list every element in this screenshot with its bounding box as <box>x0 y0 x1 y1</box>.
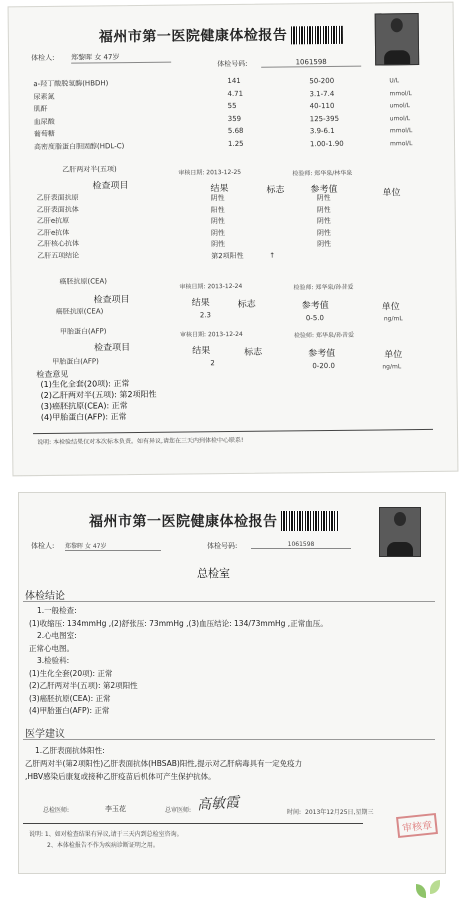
biochem-row-value: 55 <box>227 101 237 111</box>
conclusion-line: (3)癌胚抗原(CEA): 正常 <box>29 693 111 703</box>
biochem-row-value: 141 <box>227 76 241 86</box>
audit-signature: 高敏霞 <box>196 794 240 814</box>
biochem-row-range: 3.9-6.1 <box>309 126 335 136</box>
hep-row-result: 阴性 <box>210 228 225 237</box>
patient-photo <box>375 13 420 65</box>
hep-header-ref: 参考值 <box>310 184 338 196</box>
biochem-row-unit: mmol/L <box>389 139 413 147</box>
leaf-logo-icon <box>416 884 426 898</box>
cea-section-label: 癌胚抗原(CEA) <box>59 277 108 286</box>
opinion-line: (3)癌胚抗原(CEA): 正常 <box>40 401 128 412</box>
doctor-name: 李玉花 <box>105 805 126 813</box>
patient-value: 郑黎晖 女 47岁 <box>71 52 171 64</box>
hep-row-ref: 阴性 <box>316 228 331 237</box>
opinion-line: (4)甲胎蛋白(AFP): 正常 <box>40 412 127 423</box>
barcode <box>281 511 339 531</box>
cea-header-flag: 标志 <box>237 299 256 310</box>
hep-row-ref: 阴性 <box>316 205 331 214</box>
time-label: 时间: <box>287 809 302 816</box>
report-page-2 <box>18 492 446 874</box>
opinion-line: (2)乙肝两对半(五项): 第2项阳性 <box>40 389 157 401</box>
hep-row-name: 乙肝e抗体 <box>36 228 70 237</box>
leaf-logo-icon <box>430 880 440 894</box>
conclusion-line: (1)生化全套(20项): 正常 <box>29 668 113 678</box>
biochem-row-value: 1.25 <box>227 139 244 148</box>
hep-row-ref: 阴性 <box>316 216 331 226</box>
hep-row-result: 第2项阳性 <box>211 251 244 260</box>
afp-header-item: 检查项目 <box>94 343 131 354</box>
biochem-row-name: 尿素氮 <box>33 92 55 101</box>
patient-label: 体检人: <box>31 542 55 550</box>
hep-row-flag: ↑ <box>269 251 276 260</box>
time-value: 2013年12月25日,星期三 <box>305 809 374 816</box>
opinion-line: (1)生化全套(20项): 正常 <box>40 379 130 390</box>
conclusion-line: 正常心电图。 <box>29 643 74 653</box>
biochem-row-value: 359 <box>227 114 242 123</box>
hep-header-flag: 标志 <box>266 185 285 196</box>
hep-row-name: 乙肝表面抗体 <box>36 205 79 214</box>
afp-reviewer: 检验师: 郑华泉/孙昔爱 <box>293 331 355 340</box>
cea-row-unit: ng/mL <box>383 315 403 323</box>
barcode <box>291 26 343 45</box>
hep-row-ref: 阴性 <box>316 193 331 203</box>
hep-row-name: 乙肝核心抗体 <box>37 239 80 249</box>
exam-no-label: 体检号码: <box>207 542 238 550</box>
afp-row-result: 2 <box>210 359 215 368</box>
hep-audit-date: 审核日期: 2013-12-25 <box>178 168 242 177</box>
biochem-row-name: 肌酐 <box>33 104 48 114</box>
conclusion-line: 1.一般检查: <box>37 606 77 615</box>
audit-doctor-label: 总审医师: <box>165 807 192 814</box>
biochem-row-unit: U/L <box>389 77 400 85</box>
hep-row-ref: 阴性 <box>317 239 332 249</box>
afp-row-name: 甲胎蛋白(AFP) <box>52 357 99 366</box>
cea-row-name: 癌胚抗原(CEA) <box>55 307 104 316</box>
hep-row-result: 阳性 <box>210 205 225 214</box>
hep-row-result: 阴性 <box>210 217 225 226</box>
afp-header-unit: 单位 <box>384 350 403 361</box>
hep-row-result: 阴性 <box>210 194 225 203</box>
conclusion-title: 体检结论 <box>25 591 65 602</box>
afp-row-unit: ng/mL <box>382 363 402 371</box>
afp-header-flag: 标志 <box>244 347 263 358</box>
page2-note: 2、本体检报告不作为疾病诊断证明之用。 <box>47 842 159 849</box>
biochem-row-range: 125-395 <box>309 114 340 123</box>
biochem-row-name: a-羟丁酸脱氢酶(HBDH) <box>33 79 109 89</box>
afp-audit-date: 审核日期: 2013-12-24 <box>179 330 243 339</box>
conclusion-line: (4)甲胎蛋白(AFP): 正常 <box>29 706 110 715</box>
cea-header-ref: 参考值 <box>301 301 329 312</box>
biochem-row-unit: mmol/L <box>389 89 412 97</box>
hep-section-label: 乙肝两对半(五项) <box>62 165 117 174</box>
patient-photo <box>379 507 421 557</box>
biochem-row-value: 5.68 <box>227 126 244 136</box>
conclusion-line: (1)收缩压: 134mmHg ,(2)舒张压: 73mmHg ,(3)血压结论: 134/73mmHg ,正常血压。 <box>29 618 328 628</box>
biochem-row-value: 4.71 <box>227 89 244 98</box>
page2-note: 说明: 1、如对检查结果有异议,请于三天内到总检室咨询。 <box>29 831 183 838</box>
hep-row-result: 阴性 <box>211 240 226 249</box>
report-page-1 <box>8 2 459 477</box>
cea-header-item: 检查项目 <box>93 295 130 306</box>
hep-reviewer: 检验师: 郑华泉/林华泉 <box>292 169 353 178</box>
report-title: 福州市第一医院健康体检报告 <box>89 514 278 530</box>
biochem-row-range: 3.1-7.4 <box>309 89 335 98</box>
patient-label: 体检人: <box>31 53 55 63</box>
hep-header-result: 结果 <box>210 184 229 195</box>
conclusion-line: 3.检验科: <box>37 656 70 665</box>
exam-no-value: 1061598 <box>251 541 351 549</box>
hep-header-unit: 单位 <box>382 188 401 199</box>
advice-line: ,HBV感染后康复或接种乙肝疫苗后机体可产生保护抗体。 <box>25 772 216 781</box>
cea-header-result: 结果 <box>191 298 210 309</box>
exam-no-label: 体检号码: <box>217 59 248 69</box>
doctor-label: 总检医师: <box>43 807 70 814</box>
cea-header-unit: 单位 <box>381 302 400 313</box>
afp-header-ref: 参考值 <box>308 348 336 360</box>
opinion-title: 检查意见 <box>36 369 69 380</box>
advice-line: 1.乙肝表面抗体阳性: <box>35 746 105 755</box>
hep-row-name: 乙肝五项结论 <box>37 251 80 260</box>
cea-row-ref: 0-5.0 <box>305 314 324 323</box>
hep-row-name: 乙肝e抗原 <box>36 216 70 226</box>
afp-section-label: 甲胎蛋白(AFP) <box>59 327 107 336</box>
office-title: 总检室 <box>197 567 230 580</box>
patient-value: 郑黎晖 女 47岁 <box>65 541 161 551</box>
page1-footer-note: 说明: 本检验结果仅对本次标本负责。如有异议,请您在三天内到体检中心联系! <box>37 436 244 447</box>
cea-audit-date: 审核日期: 2013-12-24 <box>179 282 243 291</box>
advice-title: 医学建议 <box>25 729 65 740</box>
biochem-row-range: 40-110 <box>309 101 335 111</box>
biochem-row-unit: mmol/L <box>389 127 413 135</box>
hep-row-name: 乙肝表面抗原 <box>36 193 79 203</box>
afp-row-ref: 0-20.0 <box>312 361 335 371</box>
conclusion-line: 2.心电图室: <box>37 631 77 640</box>
biochem-row-name: 血尿酸 <box>33 117 55 126</box>
exam-no-value: 1061598 <box>261 58 361 68</box>
biochem-row-range: 50-200 <box>309 76 335 86</box>
audit-stamp: 审核章 <box>396 813 438 838</box>
conclusion-line: (2)乙肝两对半(五项): 第2项阳性 <box>29 681 138 690</box>
report-title: 福州市第一医院健康体检报告 <box>98 27 288 46</box>
advice-line: 乙肝两对半(第2项阳性)乙肝表面抗体(HBSAB)阳性,提示对乙肝病毒具有一定免疫力 <box>25 759 303 768</box>
afp-header-result: 结果 <box>192 346 211 357</box>
biochem-row-range: 1.00-1.90 <box>309 139 344 148</box>
cea-row-result: 2.3 <box>199 311 211 320</box>
biochem-row-name: 葡萄糖 <box>33 129 55 139</box>
biochem-row-unit: umol/L <box>389 114 411 122</box>
biochem-row-name: 高密度脂蛋白胆固醇(HDL-C) <box>33 141 125 151</box>
hep-header-item: 检查项目 <box>92 181 129 192</box>
biochem-row-unit: umol/L <box>389 102 411 110</box>
cea-reviewer: 检验师: 郑华泉/孙昔爱 <box>293 283 354 292</box>
